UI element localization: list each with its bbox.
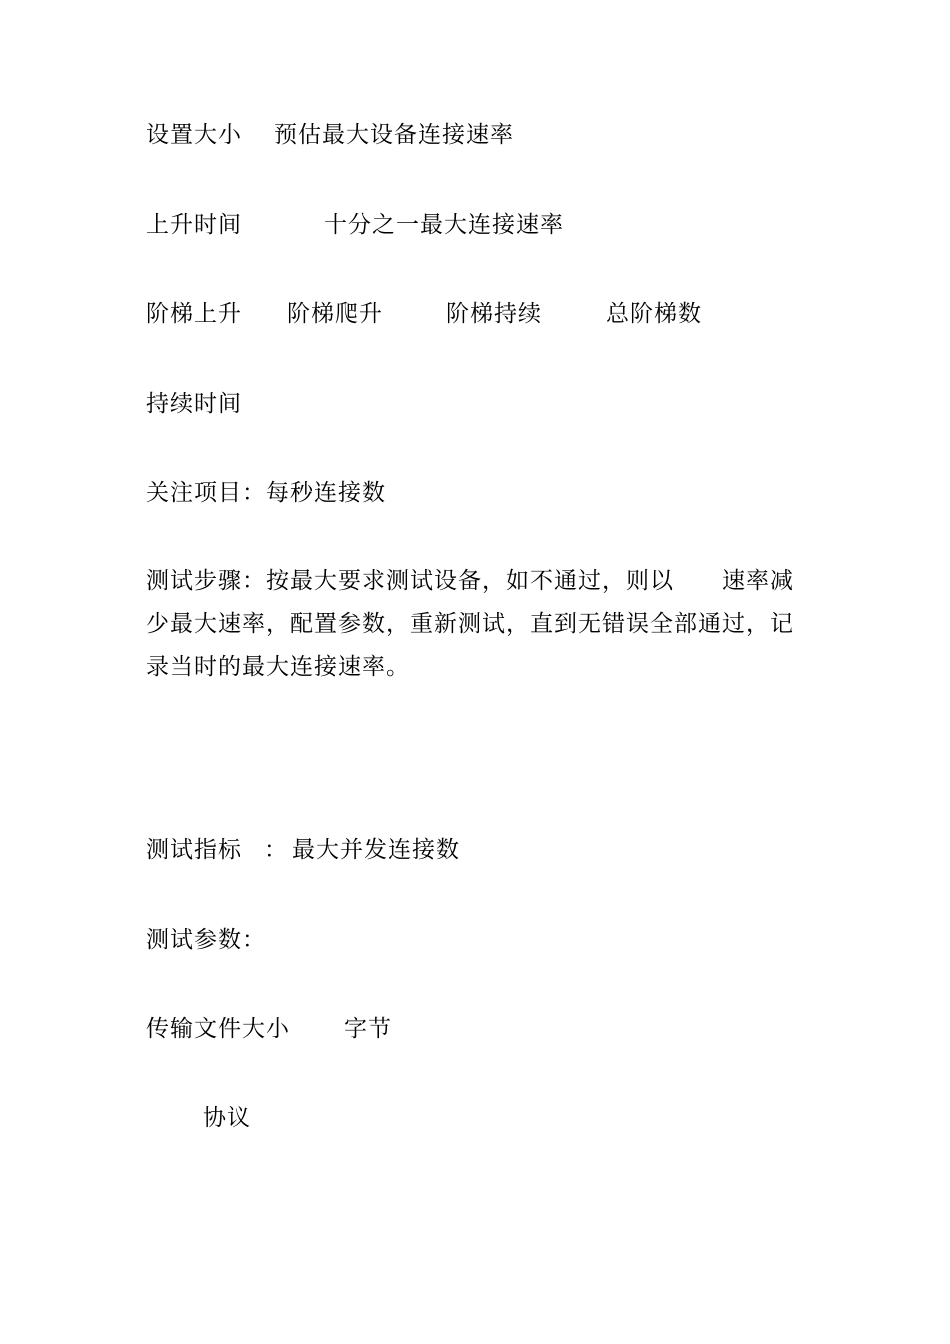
metric-colon: ： <box>264 837 288 863</box>
test-steps-paragraph: 测试步骤：按最大要求测试设备，如不通过，则以 速率减少最大速率，配置参数，重新测试，直到无错误全部通过，记录当时的最大连接速率。 <box>146 568 794 680</box>
file-size-label: 传输文件大小 <box>146 1016 290 1042</box>
test-params <box>146 925 266 955</box>
step-hold: 阶梯持续 <box>446 301 542 327</box>
focus-item <box>146 478 386 508</box>
hold-time-text: 持续时间 <box>146 391 242 417</box>
set-size-value: 预估最大设备连接速率 <box>274 122 514 148</box>
step-climb: 阶梯爬升 <box>287 301 383 327</box>
set-size-label: 设置大小 <box>146 122 242 148</box>
protocol-row <box>203 1103 251 1133</box>
test-params-text: 测试参数： <box>146 927 266 953</box>
metric-label: 测试指标 <box>146 837 242 863</box>
step-total: 总阶梯数 <box>606 301 702 327</box>
rise-time-label: 上升时间 <box>146 212 242 238</box>
focus-item-text: 关注项目：每秒连接数 <box>146 480 386 506</box>
hold-time <box>146 389 242 419</box>
rise-time-value: 十分之一最大连接速率 <box>324 212 564 238</box>
metric-value: 最大并发连接数 <box>292 837 460 863</box>
protocol-text: 协议 <box>203 1105 251 1131</box>
step-rise: 阶梯上升 <box>146 301 242 327</box>
file-size-unit: 字节 <box>344 1016 392 1042</box>
